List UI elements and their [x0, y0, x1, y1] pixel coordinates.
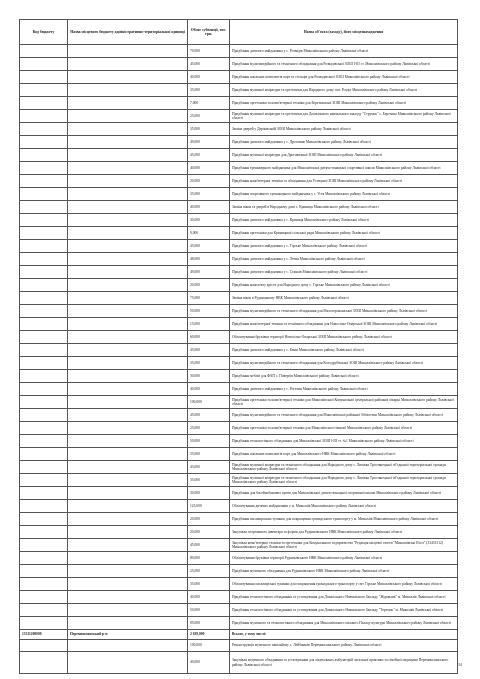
- table-row: [20, 149, 458, 162]
- budget-name-cell: [68, 227, 188, 240]
- amount-cell: 45,000: [188, 58, 230, 71]
- budget-code-cell: [20, 201, 68, 214]
- budget-code-cell: [20, 240, 68, 253]
- budget-name-cell: [68, 331, 188, 344]
- table-row: [20, 305, 458, 318]
- budget-name-cell: [68, 292, 188, 305]
- object-name-cell: Придбання комп'ютерної техніки та технічного обладнання для Новосілко-Опарської ЗОШ Миколаївського району Львівської області: [230, 318, 458, 331]
- budget-name-cell: [68, 370, 188, 383]
- amount-cell: 35,000: [188, 448, 230, 461]
- budget-name-cell: [68, 487, 188, 500]
- table-row: [20, 652, 458, 674]
- object-name-cell: Придбання мультимедійного та технічного обладнання для Колодрубівської ЗОШ Миколаївського району Львівської області: [230, 357, 458, 370]
- amount-cell: 49,000: [188, 136, 230, 149]
- budget-name-cell: [68, 344, 188, 357]
- table-row: [20, 292, 458, 305]
- object-name-cell: Закупівля комп'ютерної техніки та оргтехніки для Комунального підприємства "Редакція місцевої газети "Миколаївські Вісті" (33451312) Миколаївського району Львівської області: [230, 539, 458, 552]
- budget-code-cell: [20, 474, 68, 487]
- table-row: [20, 474, 458, 487]
- object-name-cell: Придбання меблів для ФАП с. Повергів Миколаївського району Львівської області: [230, 370, 458, 383]
- object-name-cell: Придбання тренажерного майданчика для Миколаївської дитячо-юнацької спортивної школи Миколаївського району Львівської області: [230, 162, 458, 175]
- object-name-cell: Облаштування дитячих майданчиків у м. Миколаїв Миколаївського району Львівської області: [230, 500, 458, 513]
- object-name-cell: Придбання музичного та технологічного обладнання для Миколаївського міського Палацу культури Миколаївського району Львівської області: [230, 617, 458, 630]
- object-name-cell: Закупівля медичного обладнання та устаткування для лікувальних амбулаторій загальної практики та сімейної медицини Перемишлянського району Львівської області: [230, 652, 458, 674]
- budget-name-cell: [68, 513, 188, 526]
- budget-code-cell: [20, 175, 68, 188]
- budget-code-cell: [20, 513, 68, 526]
- table-row: [20, 357, 458, 370]
- budget-name-cell: [68, 652, 188, 674]
- budget-name-cell: [68, 84, 188, 97]
- budget-name-cell: [68, 617, 188, 630]
- object-name-cell: Придбання оргтехніки та комп'ютерної техніки для Березинської ЗОШ Миколаївського району Львівської області: [230, 97, 458, 110]
- table-row: [20, 617, 458, 630]
- object-name-cell: Придбання спортивного тренажерного майданчика у с. Устя Миколаївського району Львівської області: [230, 188, 458, 201]
- budget-name-cell: [68, 500, 188, 513]
- object-name-cell: Облаштування бруківки території Рудниківського НВК Миколаївського району Львівської області: [230, 552, 458, 565]
- table-row: [20, 422, 458, 435]
- budget-name-cell: [68, 448, 188, 461]
- amount-cell: 60,000: [188, 331, 230, 344]
- amount-cell: 20,000: [188, 279, 230, 292]
- amount-cell: 100,000: [188, 640, 230, 652]
- table-row: [20, 578, 458, 591]
- amount-cell: 49,000: [188, 266, 230, 279]
- amount-cell: 25,000: [188, 422, 230, 435]
- budget-code-cell: [20, 422, 68, 435]
- object-name-cell: Придбання дитячого майданчика у с. Станків Миколаївського району Львівської області: [230, 266, 458, 279]
- table-header-row: [20, 20, 458, 45]
- budget-code-cell: [20, 279, 68, 292]
- table-row: [20, 253, 458, 266]
- table-row: [20, 84, 458, 97]
- table-row: [20, 123, 458, 136]
- object-name-cell: Придбання оргтехніки та комп'ютерної техніки для Миколаївської Комунальної центральної районної лікарні Миколаївського району Львівської області: [230, 396, 458, 409]
- object-name-cell: Придбання мультимедійного та технічного обладнання для Розвадівської ЗОШ І-ІІІ ст. Миколаївського району Львівської області: [230, 58, 458, 71]
- amount-cell: 20,000: [188, 513, 230, 526]
- budget-code-cell: [20, 58, 68, 71]
- table-row: [20, 409, 458, 422]
- table-row: [20, 487, 458, 500]
- amount-cell: 45,000: [188, 240, 230, 253]
- budget-code-cell: [20, 487, 68, 500]
- budget-name-cell: [68, 318, 188, 331]
- table-row: [20, 279, 458, 292]
- amount-cell: 30,000: [188, 214, 230, 227]
- budget-code-cell: [20, 214, 68, 227]
- object-name-cell: Реконструкція музичного павільйону с. Лейбжиків Перемишлянського району, Львівської області: [230, 640, 458, 652]
- total-amount: 2 639,000: [188, 630, 230, 640]
- table-row: [20, 188, 458, 201]
- object-name-cell: Закупівля спортивного інвентаря та форми для Рудниківського НВК Миколаївського району Львівської області: [230, 526, 458, 539]
- budget-name-cell: [68, 526, 188, 539]
- budget-code-cell: [20, 652, 68, 674]
- header-object-name: Назва об'єкта (заходу), його місцезнаходження: [230, 20, 458, 45]
- table-row: [20, 565, 458, 578]
- budget-code-cell: [20, 136, 68, 149]
- object-name-cell: Придбання музичного обладнання для Рудниківського НВК Миколаївського району Львівської області: [230, 565, 458, 578]
- table-row: [20, 136, 458, 149]
- amount-cell: 40,000: [188, 652, 230, 674]
- budget-code-cell: [20, 344, 68, 357]
- budget-name-cell: [68, 162, 188, 175]
- budget-name-cell: [68, 552, 188, 565]
- budget-code-cell: [20, 591, 68, 604]
- budget-code-cell: [20, 97, 68, 110]
- table-row: [20, 58, 458, 71]
- budget-code-cell: [20, 435, 68, 448]
- budget-code-cell: [20, 500, 68, 513]
- object-name-cell: Придбання пасажирських зупинок для покращення громадського транспорту у м. Миколаїв Миколаївського району Львівської області: [230, 513, 458, 526]
- object-name-cell: Придбання технологічного обладнання та устаткування для Дошкільного Навчального Закладу "Теремок" м. Миколаїв Львівської області: [230, 604, 458, 617]
- amount-cell: 35,000: [188, 123, 230, 136]
- budget-code-cell: [20, 292, 68, 305]
- amount-cell: 35,000: [188, 578, 230, 591]
- budget-name-cell: [68, 214, 188, 227]
- total-budget-name: Перемишлянський р-н: [68, 630, 188, 640]
- object-name-cell: Придбання дитячого майданчика у с. Розвадів Миколаївського району Львівської області: [230, 45, 458, 58]
- object-name-cell: Придбання дитячого майданчика у с. Криниця Миколаївського району Львівської області: [230, 214, 458, 227]
- object-name-cell: Придбання шкільних комплектів парт для Миколаївського НВК Миколаївського району Львівської області: [230, 448, 458, 461]
- budget-name-cell: [68, 71, 188, 84]
- budget-code-cell: [20, 149, 68, 162]
- table-row: [20, 640, 458, 652]
- amount-cell: 50,000: [188, 604, 230, 617]
- budget-name-cell: [68, 591, 188, 604]
- table-row: [20, 266, 458, 279]
- amount-cell: 15,000: [188, 318, 230, 331]
- budget-code-cell: [20, 71, 68, 84]
- subvention-table: [19, 19, 458, 674]
- budget-name-cell: [68, 279, 188, 292]
- budget-code-cell: [20, 253, 68, 266]
- budget-name-cell: [68, 175, 188, 188]
- budget-name-cell: [68, 357, 188, 370]
- budget-name-cell: [68, 123, 188, 136]
- budget-name-cell: [68, 58, 188, 71]
- budget-name-cell: [68, 539, 188, 552]
- object-name-cell: Придбання оргтехніки для Криницької сільської ради Миколаївського району Львівської області: [230, 227, 458, 240]
- amount-cell: 45,000: [188, 409, 230, 422]
- amount-cell: 85,000: [188, 617, 230, 630]
- amount-cell: 48,000: [188, 253, 230, 266]
- budget-name-cell: [68, 383, 188, 396]
- object-name-cell: Придбання шкільних комплектів парт та стільців для Розвадівської ЗОШ Миколаївського району Львівської області: [230, 71, 458, 84]
- object-name-cell: Придбання музичної апаратури для Дроговизької ЗОШ Миколаївського району Львівської області: [230, 149, 458, 162]
- amount-cell: 35,000: [188, 84, 230, 97]
- amount-cell: 40,000: [188, 383, 230, 396]
- budget-code-cell: [20, 266, 68, 279]
- budget-code-cell: [20, 162, 68, 175]
- amount-cell: 45,000: [188, 344, 230, 357]
- budget-code-cell: [20, 539, 68, 552]
- object-name-cell: Придбання оргтехніки та комп'ютерної техніки для Миколаївської гімназії Миколаївського району Львівської області: [230, 422, 458, 435]
- budget-code-cell: [20, 123, 68, 136]
- table-row: [20, 45, 458, 58]
- object-name-cell: Придбання дитячого майданчика у с. Летня Миколаївського району Львівської області: [230, 253, 458, 266]
- budget-name-cell: [68, 149, 188, 162]
- object-name-cell: Придбання музичної апаратури та технічного обладнання для Народного дому с. Липівка Тростянецької об'єднаної територіальної громади Миколаївського району Львівської області: [230, 474, 458, 487]
- header-subvention-amount: Обсяг субвенції, тис. грн.: [188, 20, 230, 45]
- table-row: [20, 370, 458, 383]
- budget-name-cell: [68, 604, 188, 617]
- table-row: [20, 604, 458, 617]
- object-name-cell: Придбання комплекту крісел для Народного дому с. Гірське Миколаївського району Львівської області: [230, 279, 458, 292]
- budget-code-cell: [20, 461, 68, 474]
- object-name-cell: Придбання музичної апаратури та оргтехніки для Народного дому смт. Розділ Миколаївського району Львівської області: [230, 84, 458, 97]
- amount-cell: 80,000: [188, 552, 230, 565]
- budget-name-cell: [68, 201, 188, 214]
- page-number: 34: [458, 662, 462, 667]
- table-row: [20, 227, 458, 240]
- amount-cell: 20,000: [188, 526, 230, 539]
- budget-name-cell: [68, 266, 188, 279]
- object-name-cell: Придбання дитячого майданчика у с. Бенів Миколаївського району Львівської області: [230, 344, 458, 357]
- object-name-cell: Придбання дитячого майданчика у с. Гірське Миколаївського району Львівської області: [230, 240, 458, 253]
- amount-cell: 40,000: [188, 162, 230, 175]
- table-body: [20, 45, 458, 674]
- budget-code-cell: [20, 227, 68, 240]
- table-row: [20, 162, 458, 175]
- total-row: [20, 630, 458, 640]
- amount-cell: 30,000: [188, 370, 230, 383]
- table-row: [20, 435, 458, 448]
- budget-name-cell: [68, 640, 188, 652]
- budget-name-cell: [68, 97, 188, 110]
- amount-cell: 35,000: [188, 188, 230, 201]
- header-budget-code: Код бюджету: [20, 20, 68, 45]
- object-name-cell: Придбання музичної апаратури та технічного обладнання для Народного дому с. Липівка Тростянецької об'єднаної територіальної громади Миколаївського району Львівської області: [230, 461, 458, 474]
- object-name-cell: Заміна вікон в Рудницькому НВК Миколаївського району Львівської області: [230, 292, 458, 305]
- table-row: [20, 71, 458, 84]
- amount-cell: 30,000: [188, 487, 230, 500]
- amount-cell: 45,000: [188, 149, 230, 162]
- budget-code-cell: [20, 305, 68, 318]
- budget-name-cell: [68, 409, 188, 422]
- budget-code-cell: [20, 448, 68, 461]
- object-name-cell: Придбання дитячого майданчика у с. Дроговиж Миколаївського району Львівської області: [230, 136, 458, 149]
- amount-cell: 45,000: [188, 539, 230, 552]
- budget-code-cell: [20, 318, 68, 331]
- amount-cell: 7,000: [188, 97, 230, 110]
- table-row: [20, 448, 458, 461]
- table-row: [20, 214, 458, 227]
- object-name-cell: Заміна дверей у Держівській ЗОШ Миколаївського району Львівської області: [230, 123, 458, 136]
- amount-cell: 9,000: [188, 227, 230, 240]
- budget-name-cell: [68, 240, 188, 253]
- amount-cell: 25,000: [188, 565, 230, 578]
- table-row: [20, 344, 458, 357]
- amount-cell: 43,000: [188, 461, 230, 474]
- amount-cell: 40,000: [188, 591, 230, 604]
- budget-code-cell: [20, 370, 68, 383]
- budget-name-cell: [68, 188, 188, 201]
- budget-code-cell: [20, 409, 68, 422]
- amount-cell: 50,000: [188, 435, 230, 448]
- budget-code-cell: [20, 331, 68, 344]
- budget-code-cell: [20, 617, 68, 630]
- object-name-cell: Придбання для басейнобанових щитів для Миколаївської дитячо-юнацької спортивної школи Миколаївського району Львівської області: [230, 487, 458, 500]
- table-row: [20, 201, 458, 214]
- amount-cell: 100,000: [188, 396, 230, 409]
- amount-cell: 35,000: [188, 474, 230, 487]
- table-row: [20, 591, 458, 604]
- object-name-cell: Облаштування бруківки території Новосілко-Опарської ЗОШ Миколаївського району Львівської області: [230, 331, 458, 344]
- table-row: [20, 97, 458, 110]
- table-row: [20, 240, 458, 253]
- table-row: [20, 539, 458, 552]
- budget-name-cell: [68, 565, 188, 578]
- object-name-cell: Придбання технологічного обладнання для Миколаївської ЗОШ І-ІІІ ст. №1 Миколаївського району Львівської області: [230, 435, 458, 448]
- table-row: [20, 318, 458, 331]
- table-row: [20, 526, 458, 539]
- budget-name-cell: [68, 474, 188, 487]
- table-row: [20, 175, 458, 188]
- budget-code-cell: [20, 552, 68, 565]
- table-row: [20, 383, 458, 396]
- budget-name-cell: [68, 110, 188, 123]
- budget-code-cell: [20, 526, 68, 539]
- table-row: [20, 552, 458, 565]
- amount-cell: 50,000: [188, 305, 230, 318]
- amount-cell: 40,000: [188, 201, 230, 214]
- budget-code-cell: [20, 565, 68, 578]
- budget-name-cell: [68, 45, 188, 58]
- budget-code-cell: [20, 640, 68, 652]
- budget-code-cell: [20, 396, 68, 409]
- amount-cell: 40,000: [188, 71, 230, 84]
- budget-code-cell: [20, 604, 68, 617]
- budget-name-cell: [68, 136, 188, 149]
- amount-cell: 125,000: [188, 500, 230, 513]
- table-row: [20, 396, 458, 409]
- amount-cell: 35,000: [188, 357, 230, 370]
- budget-code-cell: [20, 84, 68, 97]
- budget-code-cell: [20, 110, 68, 123]
- budget-code-cell: [20, 188, 68, 201]
- budget-name-cell: [68, 422, 188, 435]
- object-name-cell: Придбання дитячого майданчика у с. Рогатин Миколаївського району Львівської області: [230, 383, 458, 396]
- budget-name-cell: [68, 253, 188, 266]
- budget-name-cell: [68, 578, 188, 591]
- amount-cell: 70,000: [188, 45, 230, 58]
- budget-name-cell: [68, 396, 188, 409]
- table-row: [20, 110, 458, 123]
- object-name-cell: Придбання технологічного обладнання та устаткування для Дошкільного Навчального Закладу "Журавлик" м. Миколаїв Львівської області: [230, 591, 458, 604]
- budget-code-cell: [20, 357, 68, 370]
- object-name-cell: Придбання музичної апаратури та оргтехніки для Дошкільного навчального закладу "Струмок" с. Березина Миколаївського району Львівської області: [230, 110, 458, 123]
- budget-name-cell: [68, 461, 188, 474]
- amount-cell: 20,000: [188, 175, 230, 188]
- table-row: [20, 513, 458, 526]
- budget-code-cell: [20, 45, 68, 58]
- budget-code-cell: [20, 383, 68, 396]
- budget-name-cell: [68, 435, 188, 448]
- amount-cell: 25,000: [188, 110, 230, 123]
- object-name-cell: Придбання мультимедійного та технічного обладнання для Малогорожанської ЗОШ Миколаївського району Львівської області: [230, 305, 458, 318]
- table-row: [20, 500, 458, 513]
- total-label: Всього, у тому числі:: [230, 630, 458, 640]
- table-row: [20, 331, 458, 344]
- amount-cell: 75,000: [188, 292, 230, 305]
- object-name-cell: Придбання комп'ютерної техніки та обладнання для Устецької ЗОШ Миколаївського району Львівської області: [230, 175, 458, 188]
- budget-code-cell: [20, 578, 68, 591]
- object-name-cell: Облаштування пасажирської зупинки для покращення громадського транспорту у смт Гірське Миколаївського району Львівської області: [230, 578, 458, 591]
- total-budget-code: 13311200000: [20, 630, 68, 640]
- table-row: [20, 461, 458, 474]
- header-budget-name: Назва місцевого бюджету адміністративно-територіальної одиниці: [68, 20, 188, 45]
- object-name-cell: Заміна вікон та дверей в Народному домі с. Криниця Миколаївського району Львівської області: [230, 201, 458, 214]
- object-name-cell: Придбання мультимедійного та технічного обладнання для Миколаївської районної бібліотеки Миколаївського району Львівської області: [230, 409, 458, 422]
- budget-name-cell: [68, 305, 188, 318]
